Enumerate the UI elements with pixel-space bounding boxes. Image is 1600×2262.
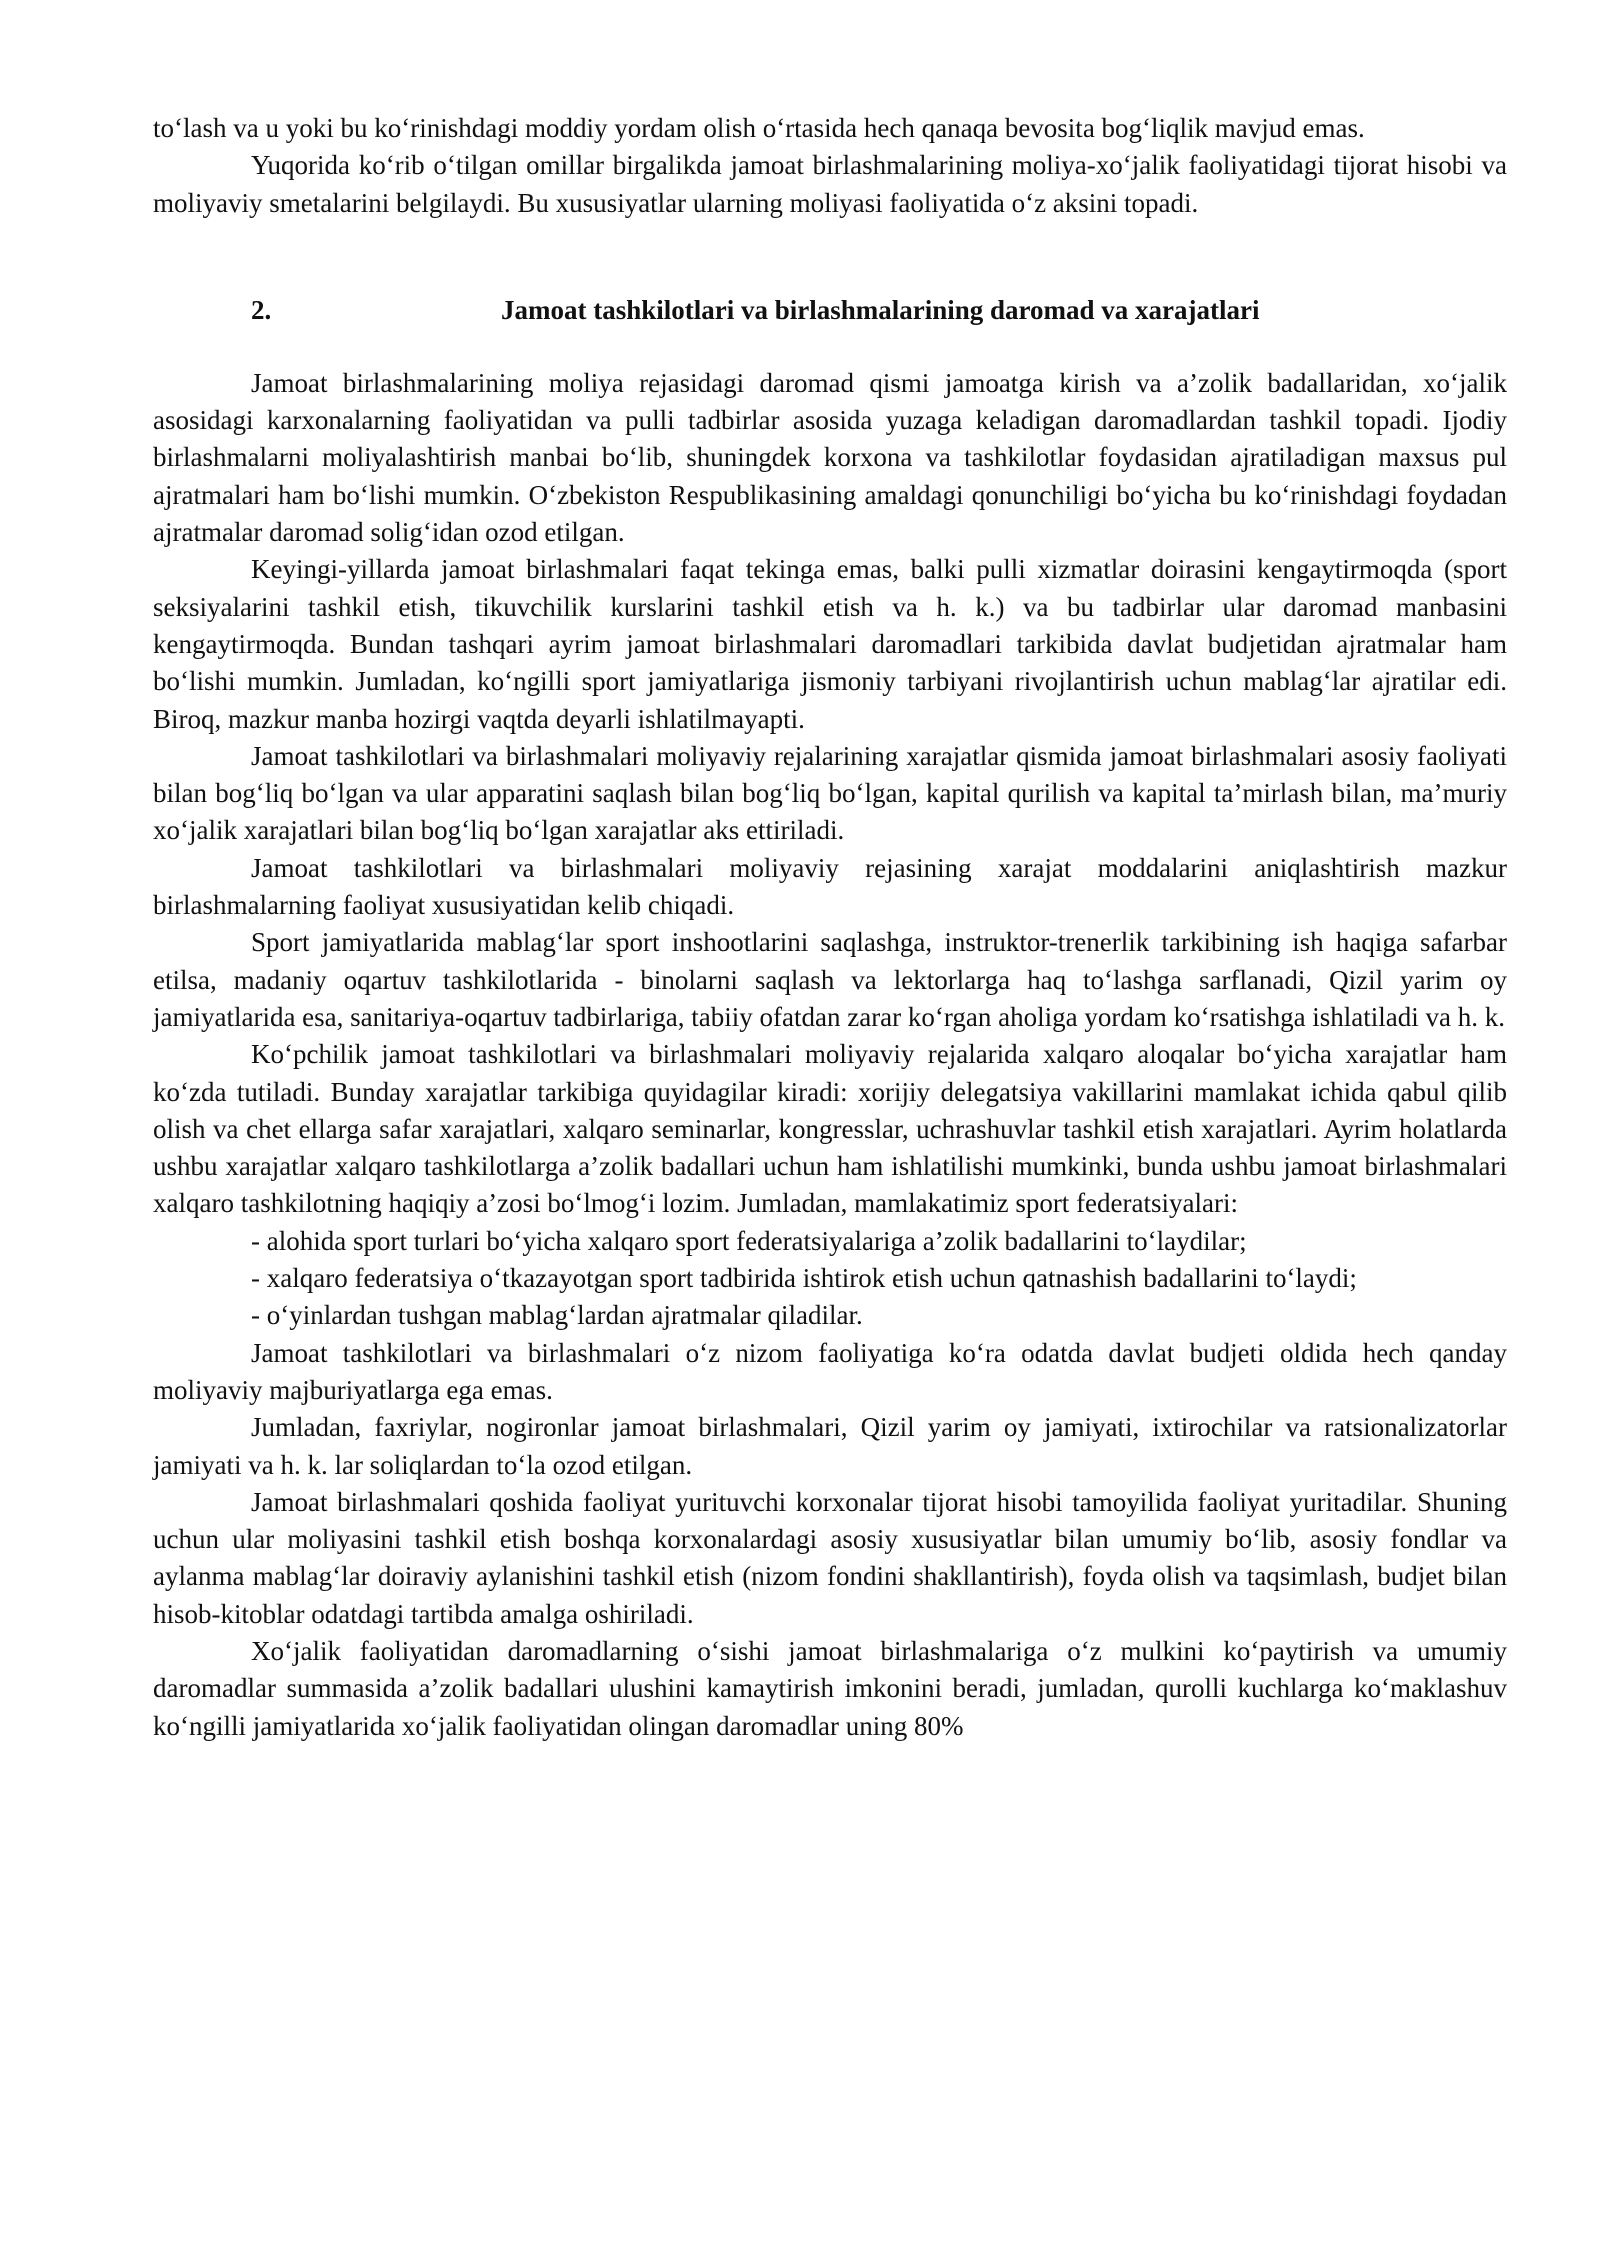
paragraph: Yuqorida ko‘rib o‘tilgan omillar birgalikda jamoat birlashmalarining moliya-xo‘jalik faoliyatidagi tijorat hisobi va moliyaviy smetalarini belgilaydi. Bu xususiyatlar ularning moliyasi faoliyatida o‘z aksini topadi. [153,150,1507,218]
paragraph: Jamoat birlashmalari qoshida faoliyat yurituvchi korxonalar tijorat hisobi tamoyilida faoliyat yuritadilar. Shuning uchun ular moliyasini tashkil etish boshqa korxonalardagi asosiy xususiyatlar bilan umumiy bo‘lib, asosiy fondlar va aylanma mablag‘lar doiraviy aylanishini tashkil etish (nizom fondini shakllantirish), foyda olish va taqsimlash, budjet bilan hisob-kitoblar odatdagi tartibda amalga oshiriladi. [153,1486,1507,1629]
section-heading [153,292,1507,329]
list-item: - o‘yinlardan tushgan mablag‘lardan ajratmalar qiladilar. [251,1300,863,1331]
list-item: - xalqaro federatsiya o‘tkazayotgan sport tadbirida ishtirok etish uchun qatnashish badallarini to‘laydi; [251,1263,1357,1294]
paragraph: Xo‘jalik faoliyatidan daromadlarning o‘sishi jamoat birlashmalariga o‘z mulkini ko‘paytirish va umumiy daromadlar summasida a’zolik badallari ulushini kamaytirish imkonini beradi, jumladan, qurolli kuchlarga ko‘maklashuv ko‘ngilli jamiyatlarida xo‘jalik faoliyatidan olingan daromadlar uning 80% [153,1635,1507,1741]
paragraph: Keyingi-yillarda jamoat birlashmalari faqat tekinga emas, balki pulli xizmatlar doirasini kengaytirmoqda (sport seksiyalarini tashkil etish, tikuvchilik kurslarini tashkil etish va h. k.) va bu tadbirlar ular daromad manbasini kengaytirmoqda. Bundan tashqari ayrim jamoat birlashmalari daromadlari tarkibida davlat budjetidan ajratmalar ham bo‘lishi mumkin. Jumladan, ko‘ngilli sport jamiyatlariga jismoniy tarbiyani rivojlantirish uchun mablag‘lar ajratilar edi. Biroq, mazkur manba hozirgi vaqtda deyarli ishlatilmayapti. [153,554,1507,734]
paragraph: Sport jamiyatlarida mablag‘lar sport inshootlarini saqlashga, instruktor-trenerlik tarkibining ish haqiga safarbar etilsa, madaniy oqartuv tashkilotlarida - binolarni saqlash va lektorlarga haq to‘lashga sarflanadi, Qizil yarim oy jamiyatlarida esa, sanitariya-oqartuv tadbirlariga, tabiiy ofatdan zarar ko‘rgan aholiga yordam ko‘rsatishga ishlatiladi va h. k. [153,927,1507,1032]
paragraph: Jamoat tashkilotlari va birlashmalari moliyaviy rejalarining xarajatlar qismida jamoat birlashmalari asosiy faoliyati bilan bog‘liq bo‘lgan va ular apparatini saqlash bilan bog‘liq bo‘lgan, kapital qurilish va kapital ta’mirlash bilan, ma’muriy xo‘jalik xarajatlari bilan bog‘liq bo‘lgan xarajatlar aks ettiriladi. [153,740,1507,846]
section-number: 2. [251,294,272,325]
paragraph: Ko‘pchilik jamoat tashkilotlari va birlashmalari moliyaviy rejalarida xalqaro aloqalar bo‘yicha xarajatlar ham ko‘zda tutiladi. Bunday xarajatlar tarkibiga quyidagilar kiradi: xorijiy delegatsiya vakillarini mamlakat ichida qabul qilib olish va chet ellarga safar xarajatlari, xalqaro seminarlar, kongresslar, uchrashuvlar tashkil etish xarajatlari. Ayrim holatlarda ushbu xarajatlar xalqaro tashkilotlarga a’zolik badallari uchun ham ishlatilishi mumkinki, bunda ushbu jamoat birlashmalari xalqaro tashkilotning haqiqiy a’zosi bo‘lmog‘i lozim. Jumladan, mamlakatimiz sport federatsiyalari: [153,1039,1507,1219]
list-item: - alohida sport turlari bo‘yicha xalqaro sport federatsiyalariga a’zolik badallarini to‘laydilar; [251,1225,1247,1256]
paragraph: Jamoat tashkilotlari va birlashmalari moliyaviy rejasining xarajat moddalarini aniqlashtirish mazkur birlashmalarning faoliyat xususiyatidan kelib chiqadi. [153,852,1507,921]
intro-section [153,110,1507,222]
paragraph: Jamoat tashkilotlari va birlashmalari o‘z nizom faoliyatiga ko‘ra odatda davlat budjeti oldida hech qanday moliyaviy majburiyatlarga ega emas. [153,1337,1507,1405]
paragraph: to‘lash va u yoki bu ko‘rinishdagi moddiy yordam olish o‘rtasida hech qanaqa bevosita bog‘liqlik mavjud emas. [153,113,1365,143]
section-body [153,365,1507,1745]
paragraph: Jamoat birlashmalarining moliya rejasidagi daromad qismi jamoatga kirish va a’zolik badallaridan, xo‘jalik asosidagi karxonalarning faoliyatidan va pulli tadbirlar asosida yuzaga keladigan daromadlardan tashkil topadi. Ijodiy birlashmalarni moliyalashtirish manbai bo‘lib, shuningdek korxona va tashkilotlar foydasidan ajratiladigan maxsus pul ajratmalari ham bo‘lishi mumkin. O‘zbekiston Respublikasining amaldagi qonunchiligi bo‘yicha bu ko‘rinishdagi foydadan ajratmalar daromad solig‘idan ozod etilgan. [153,367,1507,548]
section-title: Jamoat tashkilotlari va birlashmalarining daromad va xarajatlari [501,294,1260,325]
paragraph: Jumladan, faxriylar, nogironlar jamoat birlashmalari, Qizil yarim oy jamiyati, ixtirochilar va ratsionalizatorlar jamiyati va h. k. lar soliqlardan to‘la ozod etilgan. [153,1412,1507,1480]
document-page [153,110,1507,1745]
